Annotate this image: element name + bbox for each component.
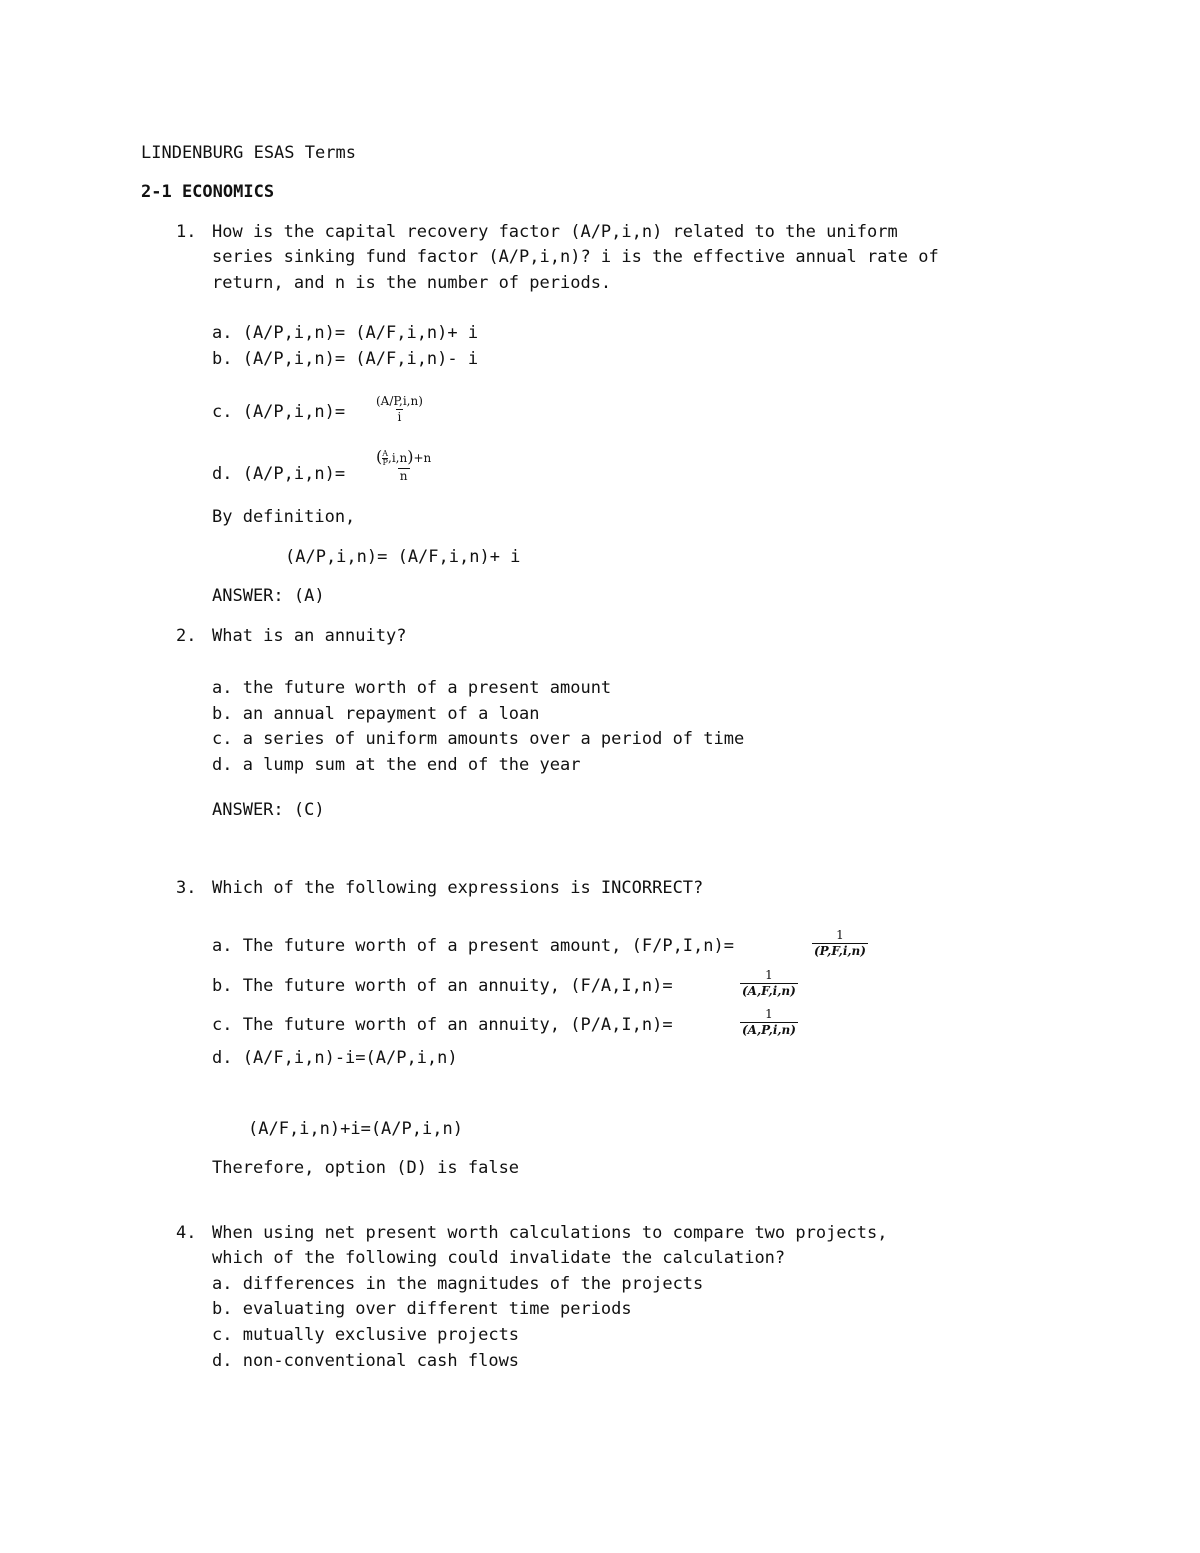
q4-option-d: d. non-conventional cash flows (212, 1351, 520, 1371)
q3-option-c-fraction (740, 1008, 798, 1037)
fraction-numerator: 1 (765, 1007, 773, 1021)
q4-text-line1: When using net present worth calculations to compare two projects, (212, 1223, 888, 1243)
fraction-denominator: n (399, 469, 408, 483)
q2-text: What is an annuity? (212, 626, 407, 646)
q2-answer: ANSWER: (C) (212, 800, 325, 820)
fraction-denominator: i (397, 410, 402, 424)
fraction-numerator: 1 (765, 968, 773, 982)
q4-number: 4. (176, 1223, 197, 1243)
fraction-denominator: (A,P,i,n) (742, 1023, 796, 1037)
fraction-numerator: 1 (836, 928, 844, 942)
q1-option-c: c. (A/P,i,n)= (212, 402, 346, 422)
q3-formula: (A/F,i,n)+i=(A/P,i,n) (248, 1119, 463, 1139)
numerator-args: ,i,n (388, 451, 408, 465)
q1-formula: (A/P,i,n)= (A/F,i,n)+ i (285, 547, 521, 567)
q3-option-c: c. The future worth of an annuity, (P/A,I,n)= (212, 1015, 673, 1035)
q1-option-d: d. (A/P,i,n)= (212, 464, 346, 484)
document-title: LINDENBURG ESAS Terms (141, 143, 356, 163)
q1-text-line2: series sinking fund factor (A/P,i,n)? i is the effective annual rate of (212, 247, 939, 267)
inner-numerator: A (382, 449, 389, 458)
q3-text: Which of the following expressions is INCORRECT? (212, 878, 704, 898)
q3-option-b-fraction (740, 969, 798, 998)
q1-explanation: By definition, (212, 507, 356, 527)
q3-number: 3. (176, 878, 197, 898)
q1-option-c-fraction (374, 395, 425, 424)
q2-number: 2. (176, 626, 197, 646)
q4-text-line2: which of the following could invalidate the calculation? (212, 1248, 786, 1268)
q1-option-d-fraction (374, 447, 433, 483)
q4-option-c: c. mutually exclusive projects (212, 1325, 520, 1345)
q4-option-b: b. evaluating over different time periods (212, 1299, 632, 1319)
q3-conclusion: Therefore, option (D) is false (212, 1158, 520, 1178)
fraction-numerator: (A/P,i,n) (376, 394, 423, 408)
fraction-denominator: (P,F,i,n) (814, 944, 866, 958)
numerator-plus-n: +n (413, 451, 432, 465)
q3-option-b: b. The future worth of an annuity, (F/A,I,n)= (212, 976, 673, 996)
q3-option-a-fraction (812, 929, 868, 958)
section-heading: 2-1 ECONOMICS (141, 182, 275, 202)
q1-option-a: a. (A/P,i,n)= (A/F,i,n)+ i (212, 323, 479, 343)
q1-number: 1. (176, 222, 197, 242)
q4-option-a: a. differences in the magnitudes of the projects (212, 1274, 704, 1294)
q1-answer: ANSWER: (A) (212, 586, 325, 606)
inner-denominator: P (382, 458, 388, 467)
fraction-numerator: ( $\frac{A}{P}$ ,i,n)+n (376, 447, 432, 467)
q3-option-a: a. The future worth of a present amount, (F/P,I,n)= (212, 936, 734, 956)
q2-option-d: d. a lump sum at the end of the year (212, 755, 581, 775)
q3-option-d: d. (A/F,i,n)-i=(A/P,i,n) (212, 1048, 458, 1068)
q2-option-b: b. an annual repayment of a loan (212, 704, 540, 724)
q1-text-line3: return, and n is the number of periods. (212, 273, 612, 293)
q2-option-a: a. the future worth of a present amount (212, 678, 612, 698)
fraction-denominator: (A,F,i,n) (742, 984, 796, 998)
q1-text-line1: How is the capital recovery factor (A/P,i,n) related to the uniform (212, 222, 898, 242)
q1-option-b: b. (A/P,i,n)= (A/F,i,n)- i (212, 349, 479, 369)
q2-option-c: c. a series of uniform amounts over a period of time (212, 729, 745, 749)
